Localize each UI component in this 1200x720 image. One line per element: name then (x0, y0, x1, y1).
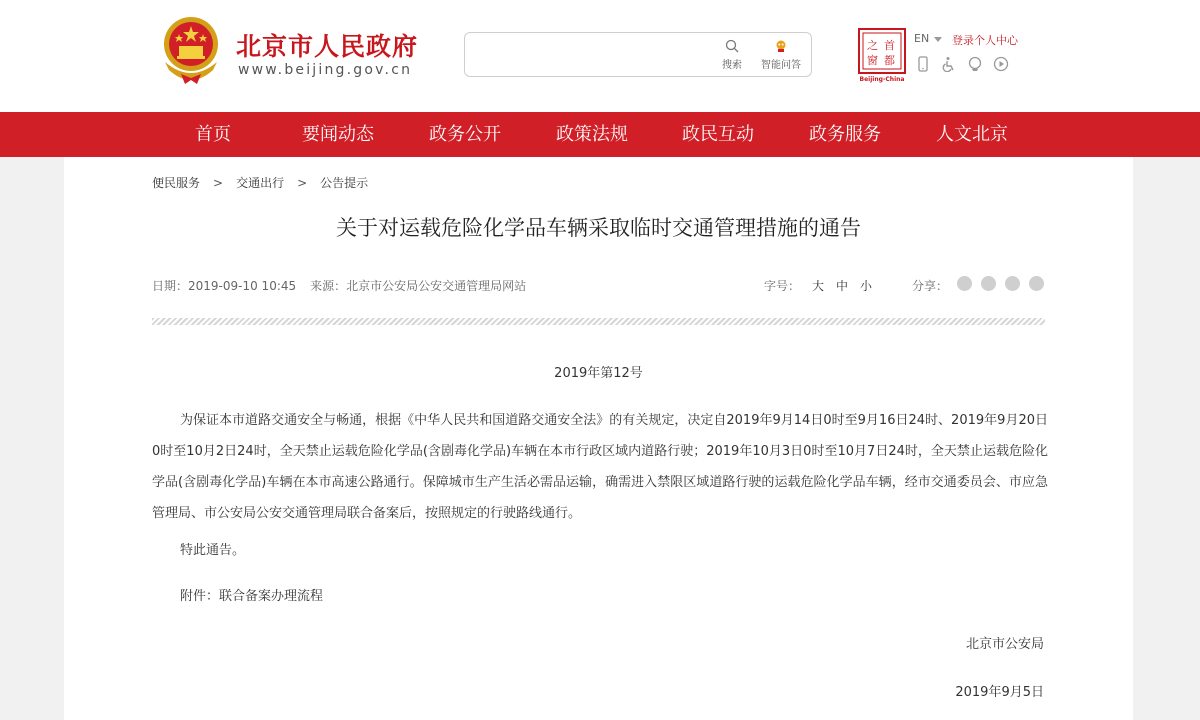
search-box[interactable] (464, 32, 812, 77)
site-url: www.beijing.gov.cn (238, 62, 413, 78)
svg-text:Beijing-China: Beijing-China (859, 76, 905, 83)
search-icon (725, 39, 739, 53)
font-size-large-button[interactable]: 大 (812, 279, 825, 293)
breadcrumb-separator: > (297, 176, 308, 190)
search-button[interactable] (715, 37, 749, 73)
user-center-link[interactable]: 登录个人中心 (952, 34, 1018, 47)
article-meta (152, 277, 526, 294)
language-switch[interactable] (914, 32, 942, 45)
font-size-control (764, 277, 872, 294)
nav-item-interaction[interactable]: 政民互动 (682, 124, 754, 145)
mobile-icon[interactable] (915, 56, 931, 72)
chevron-down-icon (934, 37, 942, 42)
article-signer: 北京市公安局 (965, 637, 1044, 652)
breadcrumb (152, 174, 368, 191)
font-size-small-button[interactable]: 小 (860, 279, 873, 293)
robot-icon (774, 39, 788, 53)
smart-qa-button[interactable] (758, 37, 804, 73)
nav-item-home[interactable]: 首页 (195, 124, 231, 145)
more-share-icon[interactable] (1029, 276, 1044, 291)
font-size-medium-button[interactable]: 中 (836, 279, 849, 293)
font-size-label: 字号： (764, 279, 801, 293)
breadcrumb-item[interactable]: 便民服务 (152, 176, 201, 190)
nav-item-news[interactable]: 要闻动态 (302, 124, 374, 145)
title-divider (152, 318, 1045, 325)
nav-item-gov-affairs[interactable]: 政务公开 (429, 124, 501, 145)
svg-text:窗: 窗 (867, 54, 878, 67)
attachment-link[interactable]: 附件：联合备案办理流程 (180, 589, 324, 604)
svg-text:之: 之 (867, 39, 878, 52)
site-title[interactable]: 北京市人民政府 (236, 32, 419, 61)
article-sign-date: 2019年9月5日 (955, 685, 1044, 700)
article-source: 来源：北京市公安局公安交通管理局网站 (310, 279, 527, 293)
article-container (64, 157, 1133, 720)
search-label: 搜索 (722, 60, 742, 71)
smart-qa-label: 智能问答 (761, 60, 801, 71)
article-notice: 特此通告。 (180, 543, 246, 558)
breadcrumb-item[interactable]: 公告提示 (320, 176, 369, 190)
robot-icon[interactable] (967, 56, 983, 72)
publish-date: 日期：2019-09-10 10:45 (152, 279, 297, 293)
national-emblem-logo[interactable] (157, 12, 225, 86)
site-header (0, 0, 1200, 112)
breadcrumb-separator: > (213, 176, 224, 190)
article-title: 关于对运载危险化学品车辆采取临时交通管理措施的通告 (336, 216, 861, 240)
document-number: 2019年第12号 (554, 366, 643, 381)
language-label: EN (914, 32, 930, 45)
capital-window-logo[interactable] (857, 27, 907, 83)
svg-text:都: 都 (884, 54, 895, 67)
main-nav (0, 112, 1200, 157)
accessibility-icon[interactable] (941, 56, 957, 72)
nav-item-services[interactable]: 政务服务 (809, 124, 881, 145)
nav-item-culture[interactable]: 人文北京 (936, 124, 1008, 145)
weibo-share-icon[interactable] (981, 276, 996, 291)
article-body: 为保证本市道路交通安全与畅通，根据《中华人民共和国道路交通安全法》的有关规定，决定自2019年9月14日0时至9月16日24时、2019年9月20日0时至10月2日24时，全天禁止运载危险化学品(含剧毒化学品)车辆在本市行政区域内道路行驶；2019年10月3日0时至10月7日24时，全天禁止运载危险化学品(含剧毒化学品)车辆在本市高速公路通行。保障城市生产生活必需品运输，确需进入禁限区域道路行驶的运载危险化学品车辆，经市交通委员会、市应急管理局、市公安局公安交通管理局联合备案后，按照规定的行驶路线通行。 (152, 413, 1048, 521)
svg-text:首: 首 (884, 39, 895, 52)
wechat-share-icon[interactable] (957, 276, 972, 291)
share-label: 分享： (912, 279, 949, 293)
nav-item-policies[interactable]: 政策法规 (556, 124, 628, 145)
qq-share-icon[interactable] (1005, 276, 1020, 291)
play-icon[interactable] (993, 56, 1009, 72)
breadcrumb-item[interactable]: 交通出行 (236, 176, 285, 190)
